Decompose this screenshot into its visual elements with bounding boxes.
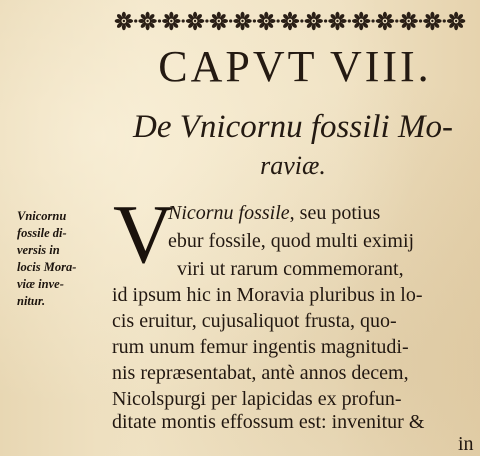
fleuron: [447, 12, 465, 30]
fleuron: [162, 12, 185, 30]
fleuron: [305, 12, 328, 30]
marginal-note-line: locis Mora-: [17, 260, 77, 274]
body-text-plain: , seu potius: [289, 202, 381, 224]
fleuron: [233, 12, 256, 30]
fleuron: [138, 12, 161, 30]
fleuron: [328, 12, 351, 30]
body-text-line: viri ut rarum commemorant,: [177, 258, 404, 280]
body-text-italic: Nicornu fossile: [168, 202, 290, 224]
body-text-line: rum unum femur ingentis magnitudi-: [112, 336, 409, 358]
chapter-heading: CAPVT VIII.: [158, 42, 432, 91]
fleuron: [257, 12, 280, 30]
chapter-title-continued: raviæ.: [260, 151, 326, 180]
fleuron: [186, 12, 209, 30]
marginal-note-line: Vnicornu: [17, 209, 67, 223]
fleuron: [115, 12, 138, 30]
body-text-line: id ipsum hic in Moravia pluribus in lo-: [112, 284, 423, 306]
fleuron-border-icon: [112, 7, 468, 35]
catchword: in: [458, 433, 474, 455]
fleuron: [423, 12, 446, 30]
marginal-note-line: nitur.: [17, 294, 46, 308]
body-text-line: Nicolspurgi per lapicidas ex profun-: [112, 388, 402, 410]
marginal-note: [17, 208, 103, 310]
drop-cap: V: [113, 188, 174, 281]
fleuron: [352, 12, 375, 30]
body-text-line: cis eruitur, cujusaliquot frusta, quo-: [112, 310, 397, 332]
body-text-line: ditate montis effossum est: invenitur &: [112, 411, 425, 433]
fleuron: [281, 12, 304, 30]
marginal-note-line: versis in: [17, 243, 60, 257]
fleuron: [376, 12, 399, 30]
body-text-line: nis repræsentabat, antè annos decem,: [112, 362, 409, 384]
fleuron: [210, 12, 233, 30]
fleuron: [399, 12, 422, 30]
body-text-line: [168, 201, 380, 225]
chapter-title: De Vnicornu fossili Mo-: [133, 109, 453, 145]
marginal-note-line: viæ inve-: [17, 277, 64, 291]
body-text-line: ebur fossile, quod multi eximij: [168, 230, 415, 252]
marginal-note-line: fossile di-: [17, 226, 67, 240]
